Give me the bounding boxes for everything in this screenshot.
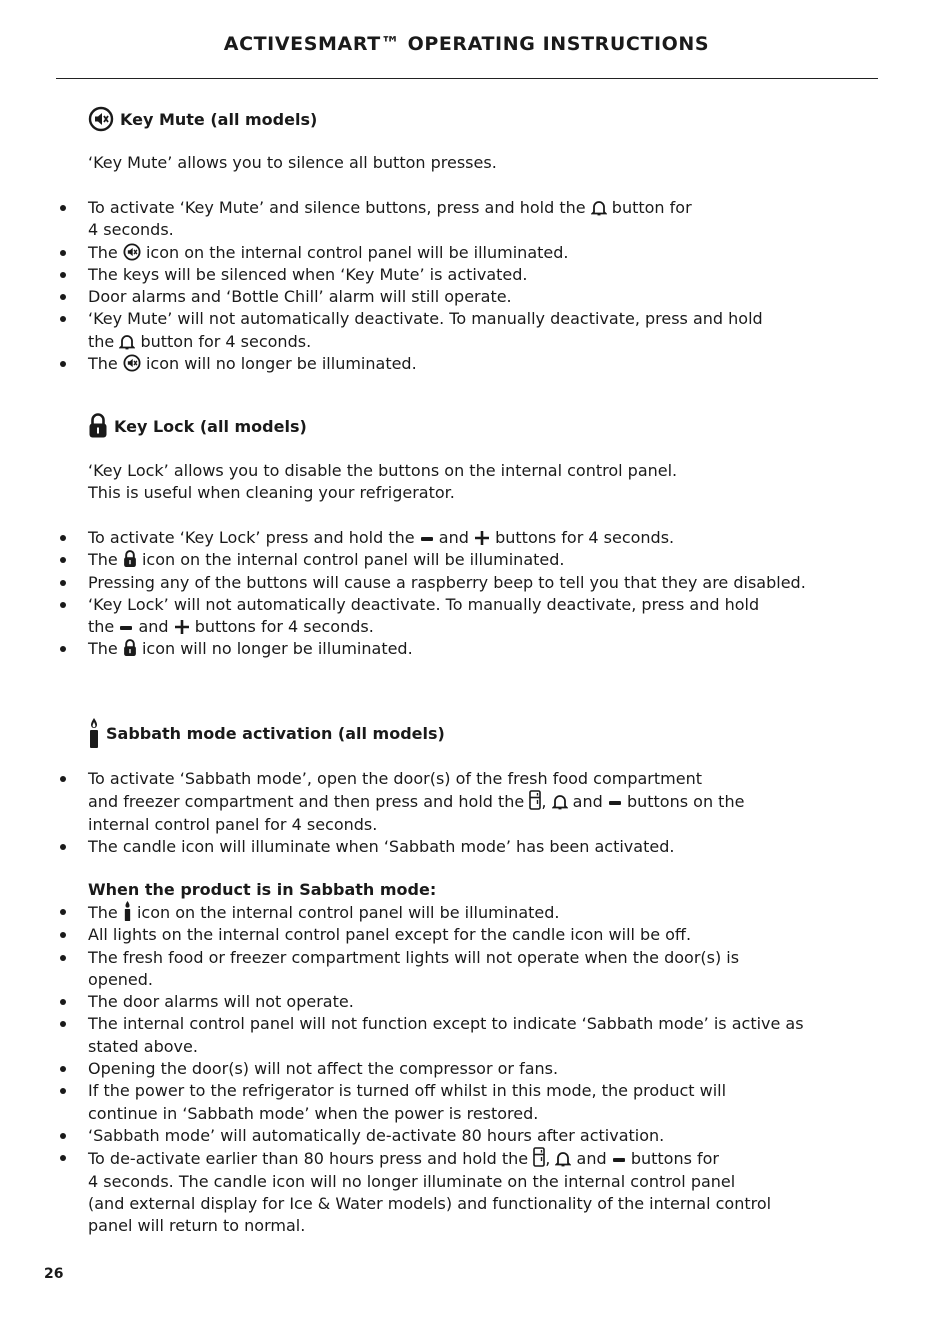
mute-speaker-icon — [123, 354, 141, 372]
list-item: The keys will be silenced when ‘Key Mute’ is activated. — [56, 264, 856, 286]
list-item: The icon on the internal control panel will be illuminated. — [56, 901, 856, 924]
list-item: The internal control panel will not function except to indicate ‘Sabbath mode’ is active as stated above. — [56, 1013, 856, 1058]
candle-icon — [123, 901, 132, 921]
key-mute-heading — [88, 106, 317, 132]
key-lock-list — [56, 527, 856, 661]
minus-icon — [608, 796, 622, 810]
list-item: ‘Key Lock’ will not automatically deactivate. To manually deactivate, press and hold the and buttons for 4 seconds. — [56, 594, 856, 639]
page-number: 26 — [44, 1266, 64, 1282]
page-title: ACTIVESMART™ OPERATING INSTRUCTIONS — [223, 33, 710, 55]
list-item: The fresh food or freezer compartment lights will not operate when the door(s) is opened. — [56, 947, 856, 992]
list-item: All lights on the internal control panel except for the candle icon will be off. — [56, 924, 856, 946]
list-item: The icon will no longer be illuminated. — [56, 353, 856, 375]
list-item: The door alarms will not operate. — [56, 991, 856, 1013]
plus-icon — [174, 619, 190, 635]
list-item: The icon on the internal control panel will be illuminated. — [56, 242, 856, 264]
key-lock-heading-text: Key Lock (all models) — [114, 416, 307, 436]
sabbath-mode-list — [56, 901, 856, 1237]
bell-icon — [119, 334, 135, 350]
key-mute-intro: ‘Key Mute’ allows you to silence all button presses. — [88, 153, 497, 172]
minus-icon — [612, 1153, 626, 1167]
lock-icon — [123, 550, 137, 568]
list-item: The icon on the internal control panel will be illuminated. — [56, 549, 856, 571]
list-item: To activate ‘Key Mute’ and silence buttons, press and hold the button for 4 seconds. — [56, 197, 856, 242]
key-lock-heading — [88, 413, 307, 439]
list-item: Opening the door(s) will not affect the compressor or fans. — [56, 1058, 856, 1080]
list-item: ‘Key Mute’ will not automatically deactivate. To manually deactivate, press and hold the button for 4 seconds. — [56, 308, 856, 353]
lock-icon — [88, 413, 108, 439]
list-item: To de-activate earlier than 80 hours press and hold the , and buttons for 4 seconds. The candle icon will no longer illuminate on the internal control panel (and external display for Ice & Water models) and functionality of the internal control panel will return to normal. — [56, 1147, 856, 1237]
list-item: Door alarms and ‘Bottle Chill’ alarm will still operate. — [56, 286, 856, 308]
lock-icon — [123, 639, 137, 657]
mute-speaker-icon — [123, 243, 141, 261]
list-item: Pressing any of the buttons will cause a raspberry beep to tell you that they are disabled. — [56, 572, 856, 594]
bell-icon — [552, 794, 568, 810]
mute-speaker-icon — [88, 106, 114, 132]
key-mute-list — [56, 197, 856, 375]
list-item: The candle icon will illuminate when ‘Sabbath mode’ has been activated. — [56, 836, 856, 858]
fridge-icon — [533, 1147, 545, 1167]
sabbath-heading-text: Sabbath mode activation (all models) — [106, 723, 445, 743]
plus-icon — [474, 530, 490, 546]
minus-icon — [420, 532, 434, 546]
list-item: ‘Sabbath mode’ will automatically de-activate 80 hours after activation. — [56, 1125, 856, 1147]
list-item: To activate ‘Sabbath mode’, open the door(s) of the fresh food compartment and freezer compartment and then press and hold the , and buttons on the internal control panel for 4 seconds. — [56, 768, 856, 836]
candle-icon — [88, 718, 100, 748]
header-divider — [56, 78, 878, 79]
sabbath-subheading: When the product is in Sabbath mode: — [88, 880, 437, 899]
key-mute-heading-text: Key Mute (all models) — [120, 109, 318, 129]
fridge-icon — [529, 790, 541, 810]
minus-icon — [119, 621, 133, 635]
sabbath-heading — [88, 718, 445, 748]
bell-icon — [555, 1151, 571, 1167]
sabbath-activation-list — [56, 768, 856, 858]
list-item: To activate ‘Key Lock’ press and hold the and buttons for 4 seconds. — [56, 527, 856, 549]
list-item: If the power to the refrigerator is turned off whilst in this mode, the product will continue in ‘Sabbath mode’ when the power is restored. — [56, 1080, 856, 1125]
list-item: The icon will no longer be illuminated. — [56, 638, 856, 660]
key-lock-intro: ‘Key Lock’ allows you to disable the buttons on the internal control panel. This is useful when cleaning your refrigerator. — [88, 461, 678, 503]
bell-icon — [591, 200, 607, 216]
